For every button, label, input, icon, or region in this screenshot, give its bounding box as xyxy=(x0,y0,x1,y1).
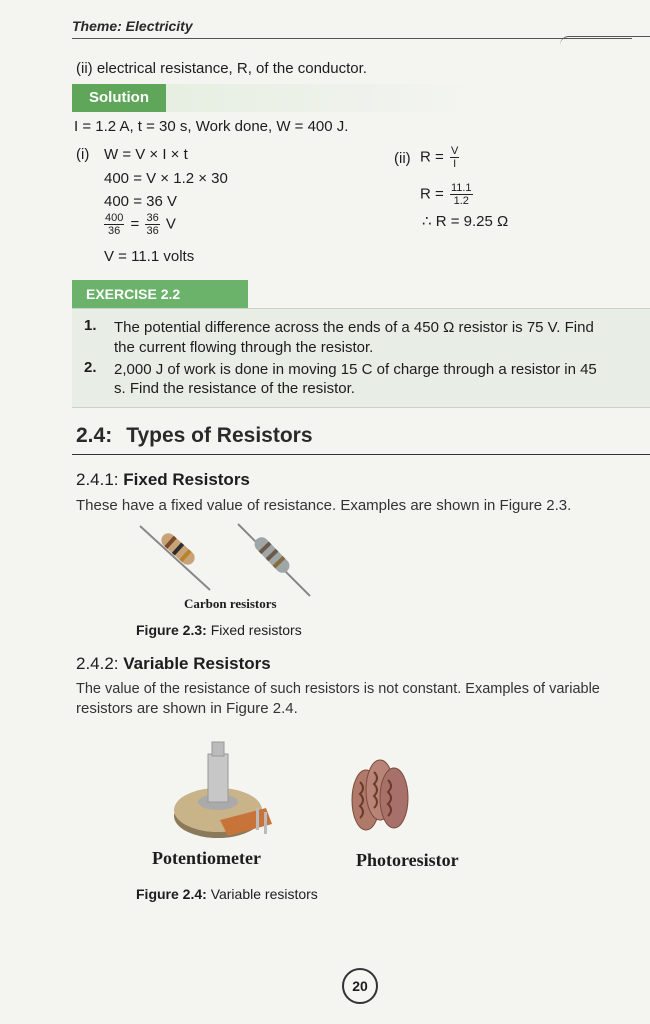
solution-badge: Solution xyxy=(72,84,166,112)
variable-description-line-2: resistors are shown in Figure 2.4. xyxy=(76,700,298,717)
fixed-description: These have a fixed value of resistance. Examples are shown in Figure 2.3. xyxy=(76,497,572,514)
section-rule xyxy=(72,454,650,455)
equals-sign: = xyxy=(130,215,140,233)
figure-label: Figure 2.3: xyxy=(136,622,207,638)
photoresistor-image xyxy=(340,752,420,840)
question-part-ii: (ii) electrical resistance, R, of the conductor. xyxy=(76,60,367,77)
fraction-denominator: I xyxy=(453,158,457,170)
page-number: 20 xyxy=(342,968,378,1004)
exercise-item-1-line-1: The potential difference across the ends of a 450 Ω resistor is 75 V. Find xyxy=(114,319,594,336)
carbon-resistor-2 xyxy=(238,524,310,596)
subsection-heading-variable xyxy=(76,654,271,674)
carbon-resistor-1 xyxy=(140,526,210,590)
section-number: 2.4: xyxy=(76,424,113,447)
r-equals: R = xyxy=(420,185,444,203)
equation-line-3: 400 = 36 V xyxy=(104,193,177,210)
part-ii-label: (ii) xyxy=(394,150,411,167)
equation-line-1: W = V × I × t xyxy=(104,146,188,163)
solution-strip xyxy=(166,84,476,112)
subsection-title: Fixed Resistors xyxy=(123,470,250,489)
fraction-numerator: V xyxy=(450,145,459,157)
subsection-title: Variable Resistors xyxy=(123,654,271,673)
fraction-numerator: 400 xyxy=(105,212,124,224)
exercise-item-2 xyxy=(84,358,97,377)
exercise-item-1-line-2: the current flowing through the resistor. xyxy=(114,339,374,356)
figure-caption-text: Variable resistors xyxy=(210,886,318,902)
given-values: I = 1.2 A, t = 30 s, Work done, W = 400 J. xyxy=(74,118,349,135)
header-rule-curve xyxy=(560,36,650,45)
exercise-item-2-line-1: 2,000 J of work is done in moving 15 C of charge through a resistor in 45 xyxy=(114,361,597,378)
figure-caption-text: Fixed resistors xyxy=(210,622,302,638)
fraction-denominator: 36 xyxy=(146,225,159,237)
figure-2-4-caption xyxy=(136,886,318,902)
figure-2-3-caption xyxy=(136,622,302,638)
theme-header: Theme: Electricity xyxy=(72,18,193,34)
exercise-item-1 xyxy=(84,316,97,335)
fraction-denominator: 36 xyxy=(108,225,121,237)
figure-label: Figure 2.4: xyxy=(136,886,207,902)
photoresistor-label: Photoresistor xyxy=(356,850,459,870)
subsection-number: 2.4.1: xyxy=(76,470,119,489)
potentiometer-image xyxy=(168,738,278,850)
subsection-number: 2.4.2: xyxy=(76,654,119,673)
resistance-formula xyxy=(420,145,461,170)
part-i-label: (i) xyxy=(76,146,90,163)
equation-line-5: V = 11.1 volts xyxy=(104,248,195,265)
header-rule xyxy=(72,38,632,39)
carbon-resistors-image xyxy=(130,520,330,600)
resistance-result: ∴ R = 9.25 Ω xyxy=(422,213,509,230)
item-number: 1. xyxy=(84,317,97,334)
subsection-heading-fixed xyxy=(76,470,250,490)
fraction-numerator: 36 xyxy=(146,212,159,224)
fraction-numerator: 11.1 xyxy=(450,182,472,194)
item-number: 2. xyxy=(84,359,97,376)
equation-line-4 xyxy=(102,212,176,237)
exercise-item-2-line-2: s. Find the resistance of the resistor. xyxy=(114,380,355,397)
potentiometer-label: Potentiometer xyxy=(152,848,261,868)
carbon-resistors-label: Carbon resistors xyxy=(184,596,277,611)
exercise-badge: EXERCISE 2.2 xyxy=(72,280,248,308)
fraction-denominator: 1.2 xyxy=(453,195,469,207)
resistance-substitution xyxy=(420,182,475,207)
r-equals: R = xyxy=(420,148,444,166)
section-title: Types of Resistors xyxy=(126,424,313,447)
unit-symbol: V xyxy=(165,215,176,233)
variable-description-line-1: The value of the resistance of such resistors is not constant. Examples of variable xyxy=(76,681,600,697)
section-heading xyxy=(76,424,313,448)
equation-line-2: 400 = V × 1.2 × 30 xyxy=(104,170,228,187)
